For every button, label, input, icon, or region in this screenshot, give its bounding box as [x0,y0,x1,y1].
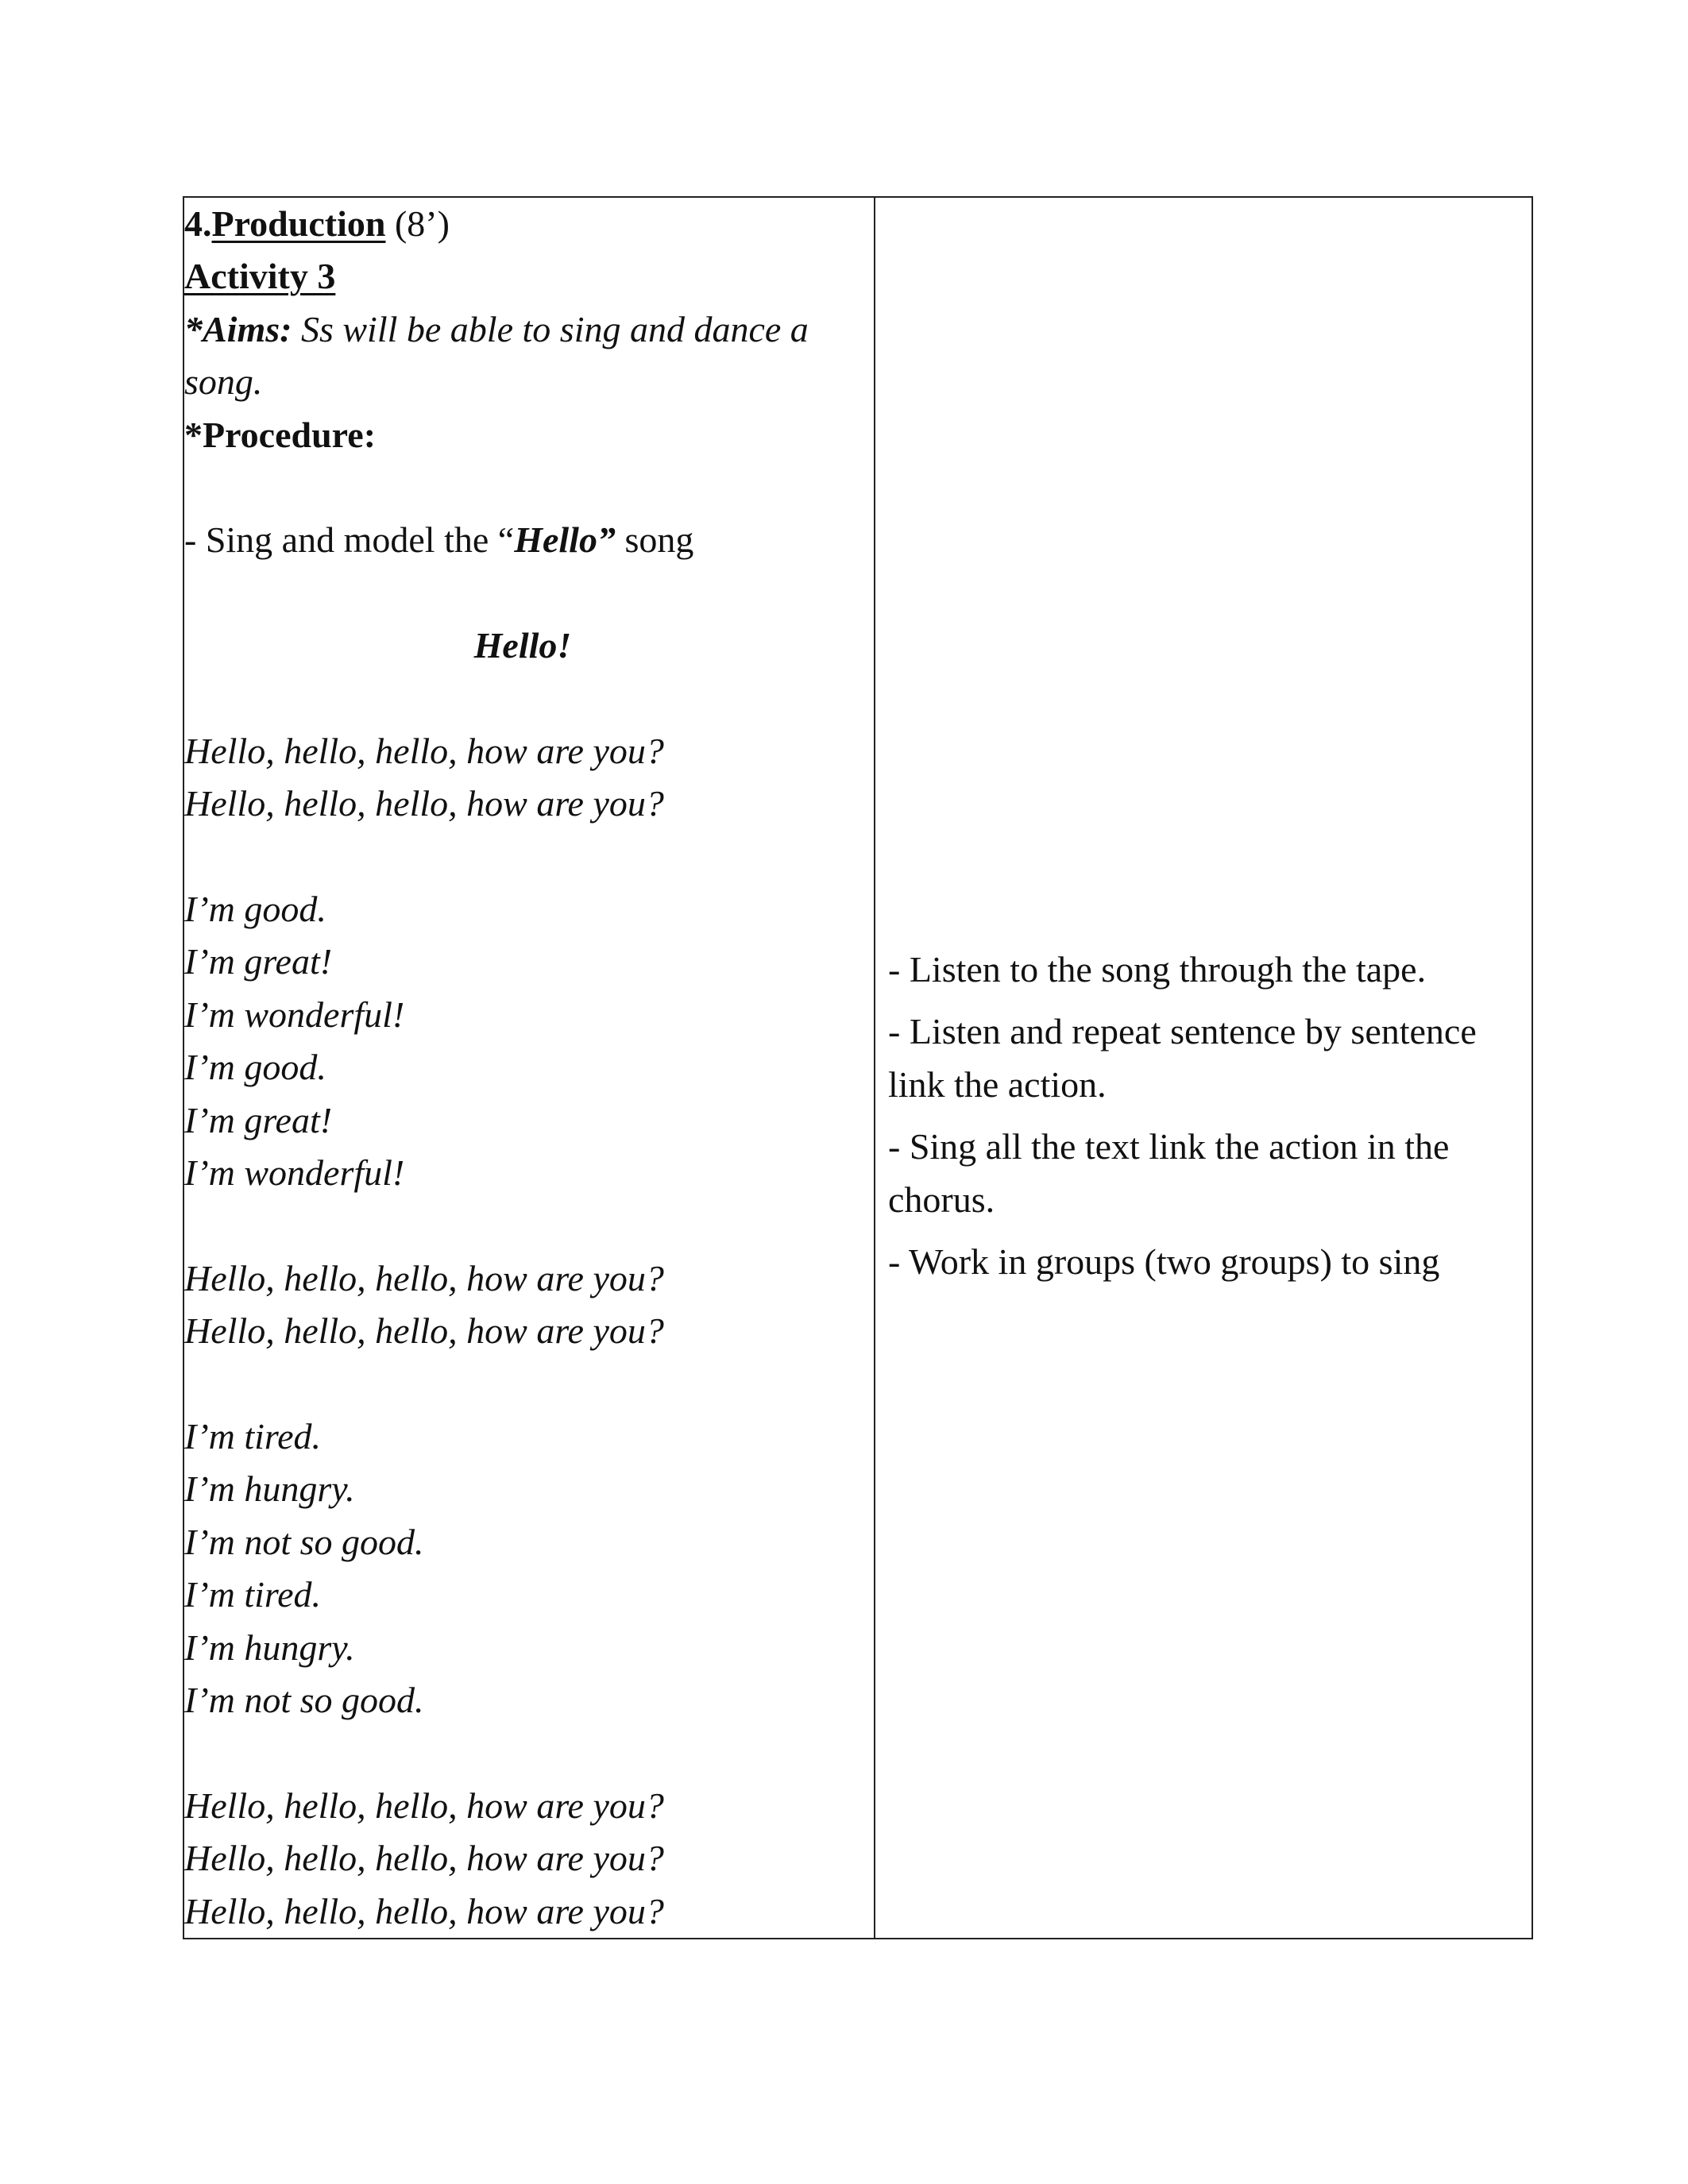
aims-label: *Aims: [184,308,292,349]
student-activities-list [888,943,1520,1298]
student-activity-item: - Work in groups (two groups) to sing [888,1241,1440,1283]
spacer [184,831,874,883]
lyric-line: I’m tired. [184,1574,322,1615]
section-number: 4. [184,203,212,244]
lyric-line: I’m not so good. [184,1679,424,1720]
spacer [184,673,874,725]
teacher-activities-cell [183,197,875,1939]
section-time: (8’) [385,203,450,244]
aims-line [184,303,874,356]
instruction-text: - Sing and model the “ [184,519,515,561]
song-verse-4 [184,1410,874,1727]
lyric-line: Hello, hello, hello, how are you? [184,1838,664,1879]
lyric-line: Hello, hello, hello, how are you? [184,1890,664,1931]
lyric-line: I’m wonderful! [184,1152,405,1194]
spacer [184,1727,874,1779]
spacer [184,567,874,619]
student-activity-item: - Listen to the song through the tape. [888,949,1427,990]
lyric-line: Hello, hello, hello, how are you? [184,730,664,771]
lyric-line: I’m tired. [184,1415,322,1457]
aims-text-continued: song. [184,361,263,403]
lyric-line: I’m wonderful! [184,994,405,1035]
instruction-text-end: song [615,519,694,561]
lyric-line: I’m great! [184,1099,333,1140]
lyric-line: I’m great! [184,941,333,982]
activity-heading [184,250,874,303]
lyric-line: Hello, hello, hello, how are you? [184,1785,664,1826]
table-row [183,197,1532,1939]
song-verse-5 [184,1780,874,1938]
section-name: Production [211,203,386,244]
lyric-line: I’m hungry. [184,1626,355,1668]
aims-text: Ss will be able to sing and dance a [292,308,809,349]
lesson-plan-table [183,196,1533,1939]
lyric-line: I’m not so good. [184,1521,424,1562]
lyric-line: Hello, hello, hello, how are you? [184,783,664,824]
procedure-label: *Procedure: [184,414,377,455]
student-activities-cell [875,197,1532,1939]
song-verse-1 [184,725,874,831]
song-name: Hello” [514,519,616,561]
student-activity-item: - Sing all the text link the action in the chorus. [888,1126,1450,1220]
spacer [184,1199,874,1252]
activity-title: Activity 3 [184,256,336,297]
song-verse-2 [184,883,874,1199]
lyric-line: I’m good. [184,889,326,930]
lyric-line: Hello, hello, hello, how are you? [184,1257,664,1298]
lyric-line: I’m hungry. [184,1468,355,1510]
song-title: Hello! [473,625,572,666]
song-verse-3 [184,1252,874,1358]
spacer [184,1358,874,1410]
instruction-line [184,514,874,566]
lyric-line: I’m good. [184,1047,326,1088]
student-activity-item: - Listen and repeat sentence by sentence link the action. [888,1011,1477,1105]
spacer [184,461,874,514]
section-heading [184,198,874,250]
lyric-line: Hello, hello, hello, how are you? [184,1310,664,1352]
